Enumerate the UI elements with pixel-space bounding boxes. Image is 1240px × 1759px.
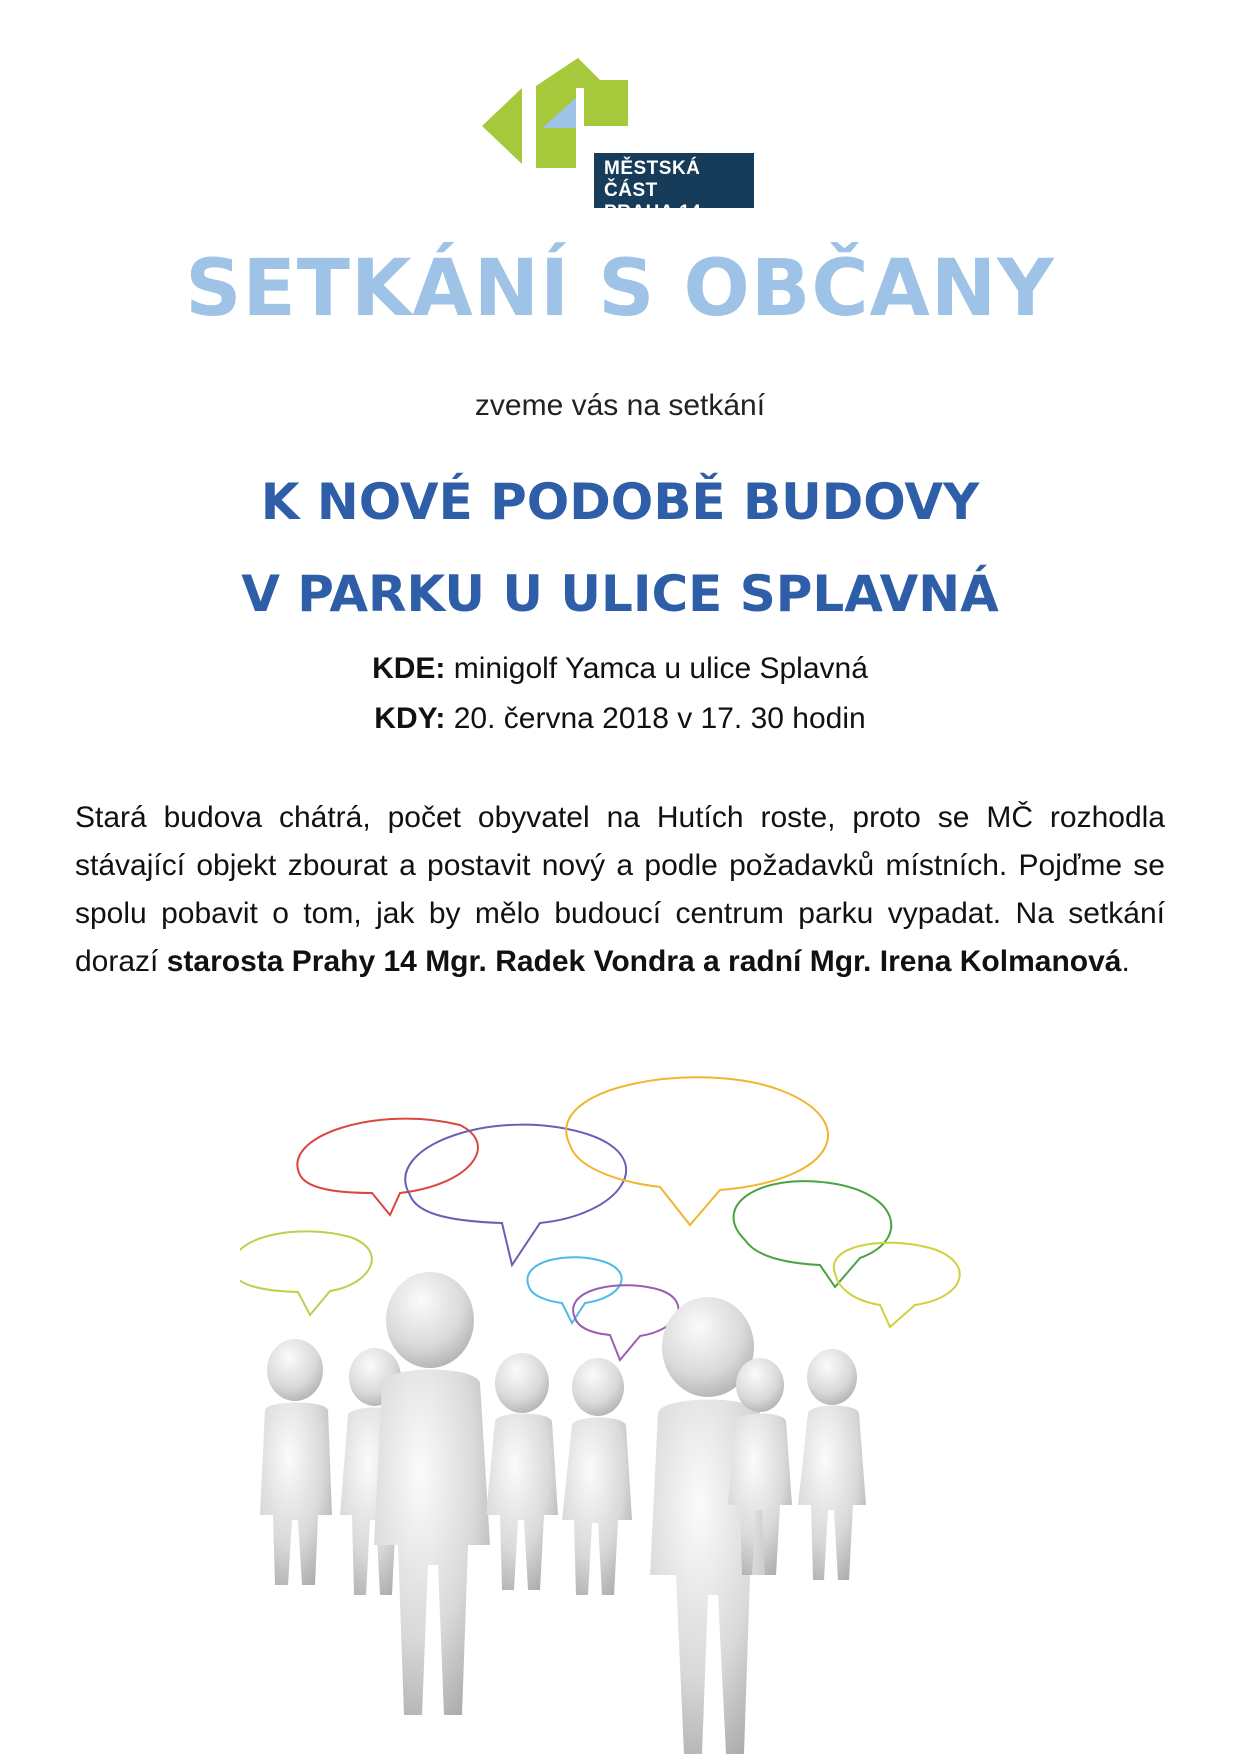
bubble-lightgreen [240, 1231, 372, 1315]
headline-line-1: K NOVÉ PODOBĚ BUDOVY [260, 473, 980, 531]
figure-4 [486, 1353, 558, 1590]
people-talking-illustration [240, 1065, 1010, 1754]
bubble-yellow [566, 1077, 828, 1225]
when-label: KDY: [374, 702, 446, 735]
bubble-red [297, 1119, 478, 1215]
logo-badge [594, 153, 754, 223]
bubble-green [734, 1181, 892, 1287]
when-value: 20. června 2018 v 17. 30 hodin [445, 702, 866, 735]
event-headline [0, 456, 1240, 640]
where-row [0, 644, 1240, 694]
where-value: minigolf Yamca u ulice Splavná [445, 652, 868, 685]
bubble-olive [834, 1243, 960, 1327]
description-text: Stará budova chátrá, počet obyvatel na Hutích roste, proto se MČ rozhodla stávající objekt zbourat a postavit nový a podle požadavků místních. Pojďme se spolu pobavit o tom, jak by mělo budoucí centrum parku vypadat. Na setkání dorazí [75, 801, 1165, 978]
description-end: . [1121, 945, 1130, 978]
figure-5 [562, 1358, 632, 1595]
figure-8 [798, 1349, 866, 1580]
headline-line-2: V PARKU U ULICE SPLAVNÁ [241, 565, 999, 623]
bubble-purple [405, 1125, 626, 1265]
logo-line-2: PRAHA 14 [604, 202, 702, 223]
figure-3 [374, 1272, 490, 1715]
when-row [0, 694, 1240, 744]
where-label: KDE: [372, 652, 446, 685]
event-description [75, 794, 1165, 986]
logo-line-1: MĚSTSKÁ ČÁST [604, 158, 701, 201]
description-guests: starosta Prahy 14 Mgr. Radek Vondra a radní Mgr. Irena Kolmanová [166, 945, 1122, 978]
invitation-subtitle: zveme vás na setkání [474, 389, 766, 422]
figure-1 [260, 1339, 332, 1585]
people-talking-icon [240, 1065, 1010, 1754]
event-info [0, 644, 1240, 744]
bubble-cyan [527, 1257, 621, 1323]
page-title: SETKÁNÍ S OBČANY [185, 244, 1055, 334]
